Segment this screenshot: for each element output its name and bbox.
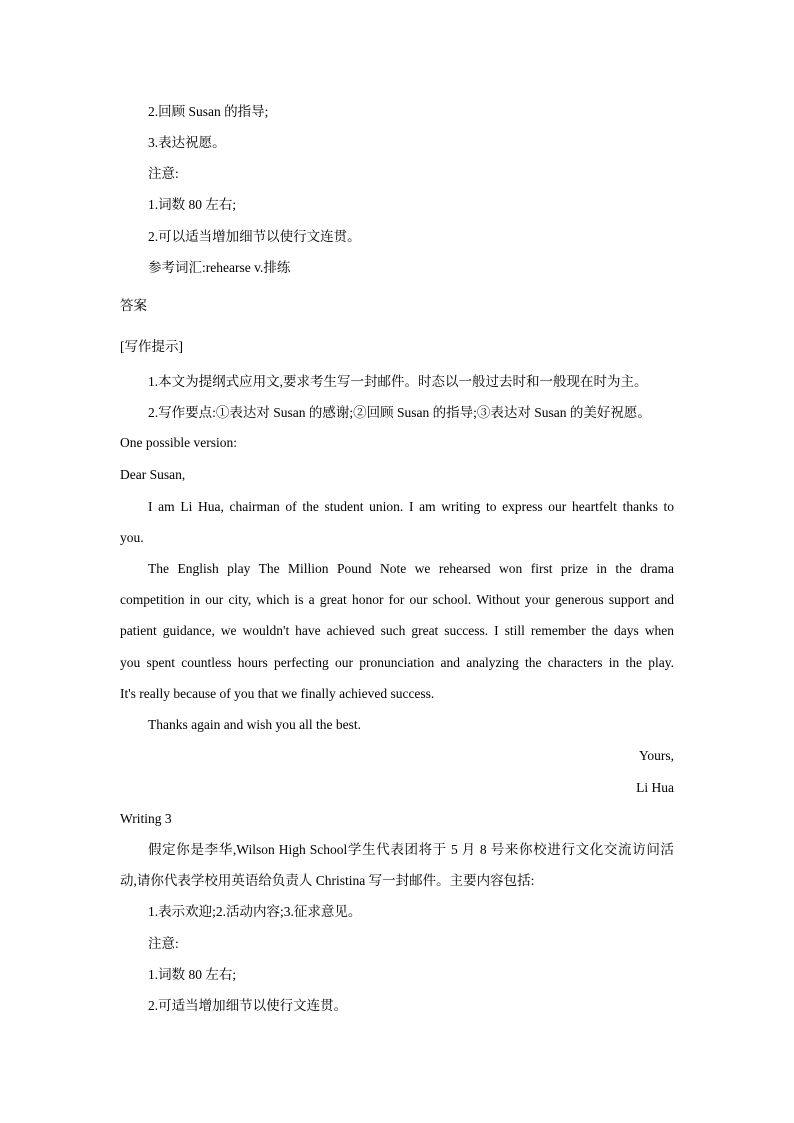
answer-heading: 答案 bbox=[120, 298, 147, 313]
task2-item-3: 3.表达祝愿。 bbox=[148, 135, 226, 150]
letter-paragraph-2-line: It's really because of you that we finally achieved success. bbox=[120, 686, 435, 701]
letter-salutation: Dear Susan, bbox=[120, 467, 186, 482]
writing-tip-2: 2.写作要点:①表达对 Susan 的感谢;②回顾 Susan 的指导;③表达对 Susan 的美好祝愿。 bbox=[148, 405, 651, 420]
letter-paragraph-2-line: The English play The Million Pound Note we rehearsed won first prize in the drama bbox=[148, 561, 674, 576]
writing-tip-1: 1.本文为提纲式应用文,要求考生写一封邮件。时态以一般过去时和一般现在时为主。 bbox=[148, 374, 648, 389]
task2-note-1: 1.词数 80 左右; bbox=[148, 197, 237, 212]
letter-paragraph-3: Thanks again and wish you all the best. bbox=[148, 717, 361, 732]
task2-vocab: 参考词汇:rehearse v.排练 bbox=[148, 260, 291, 275]
writing-3-note-label: 注意: bbox=[148, 936, 179, 951]
writing-3-points: 1.表示欢迎;2.活动内容;3.征求意见。 bbox=[148, 904, 362, 919]
letter-paragraph-2-line: you spent countless hours perfecting our pronunciation and analyzing the characters in the play. bbox=[120, 655, 674, 670]
letter-signature: Li Hua bbox=[636, 780, 674, 795]
letter-closing: Yours, bbox=[638, 748, 674, 763]
writing-3-prompt-line: 动,请你代表学校用英语给负责人 Christina 写一封邮件。主要内容包括: bbox=[120, 873, 535, 888]
version-label: One possible version: bbox=[120, 435, 237, 450]
writing-tip-heading: [写作提示] bbox=[120, 339, 183, 354]
letter-paragraph-1-line: I am Li Hua, chairman of the student union. I am writing to express our heartfelt thanks to bbox=[148, 499, 674, 514]
writing-3-note-2: 2.可适当增加细节以使行文连贯。 bbox=[148, 998, 348, 1013]
letter-paragraph-1-line: you. bbox=[120, 530, 144, 545]
writing-3-heading: Writing 3 bbox=[120, 811, 172, 826]
writing-3-prompt-line: 假定你是李华,Wilson High School学生代表团将于 5 月 8 号来你校进行文化交流访问活 bbox=[148, 842, 674, 857]
letter-paragraph-2-line: patient guidance, we wouldn't have achieved such great success. I still remember the days when bbox=[120, 623, 674, 638]
writing-3-note-1: 1.词数 80 左右; bbox=[148, 967, 237, 982]
task2-item-2: 2.回顾 Susan 的指导; bbox=[148, 104, 269, 119]
task2-note-label: 注意: bbox=[148, 166, 179, 181]
letter-paragraph-2-line: competition in our city, which is a great honor for our school. Without your generous support and bbox=[120, 592, 674, 607]
task2-note-2: 2.可以适当增加细节以使行文连贯。 bbox=[148, 229, 361, 244]
